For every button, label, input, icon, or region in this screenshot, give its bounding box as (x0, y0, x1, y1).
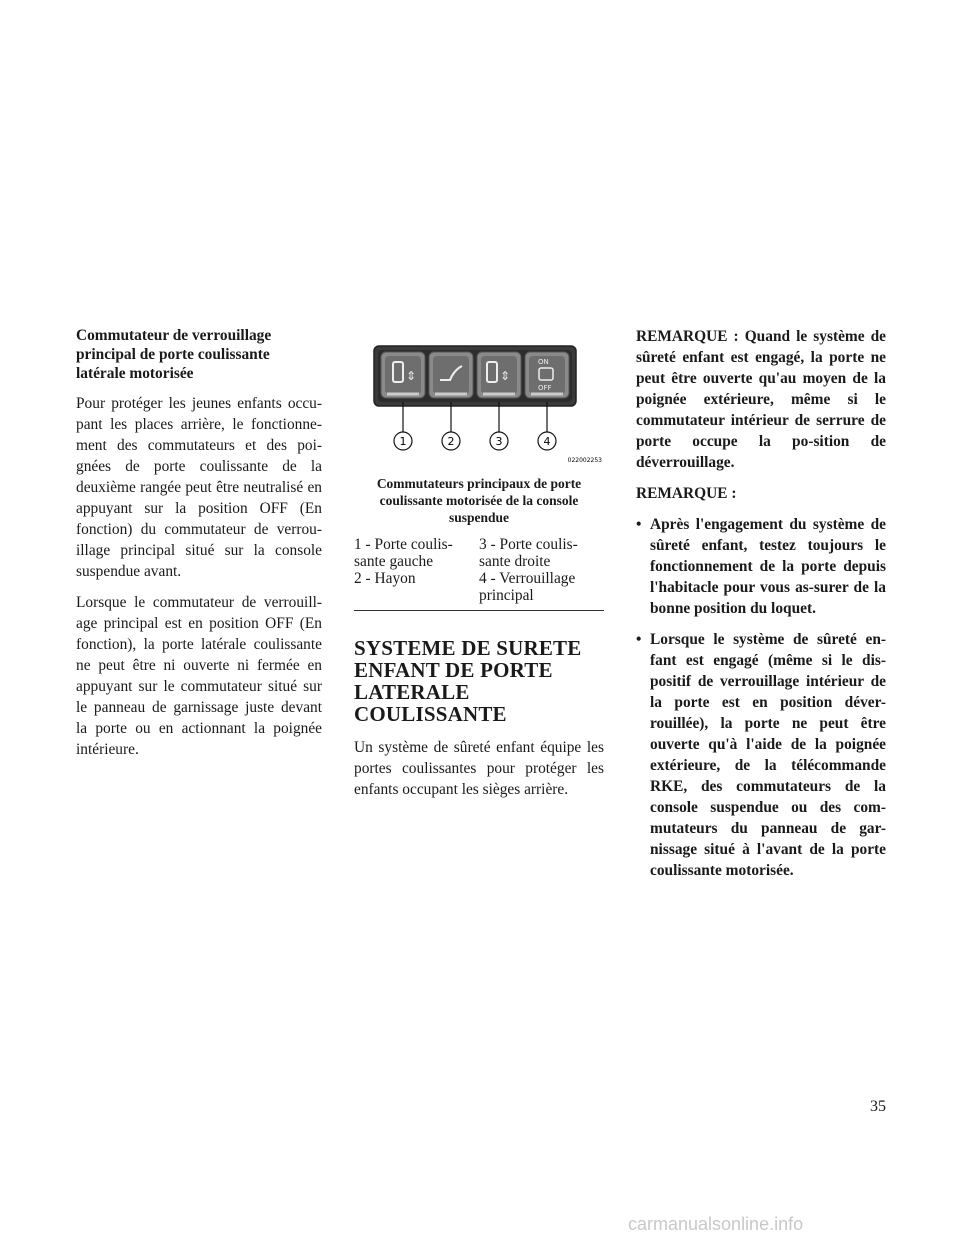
svg-text:2: 2 (447, 435, 455, 448)
list-item: • Lorsque le système de sûreté en-fant est engagé (même si le dis-positif de verrouillage intérieur de la porte est en position déver-rouillée), la porte ne peut être ouverte qu'à l'aide de la poignée extérieure, de la télécommande RKE, des commutateurs de la console suspendue ou des com-mutateurs du panneau de gar-nissage situé à l'avant de la porte coulissante motorisée. (636, 631, 886, 879)
list-item: • Après l'engagement du système de sûreté enfant, testez toujours le fonctionnement de la porte depuis l'habitacle pour vous as-surer de la bonne position du loquet. (636, 516, 886, 617)
figure-caption: Commutateurs principaux de porte coulissante motorisée de la console suspendue (376, 476, 582, 525)
page-number: 35 (870, 1098, 886, 1115)
section-title: SYSTEME DE SURETE ENFANT DE PORTE LATERALE COULISSANTE (354, 636, 582, 726)
svg-text:1: 1 (399, 435, 407, 448)
subsection-heading: Commutateur de verrouillage principal de porte coulissante latérale motorisée (76, 327, 272, 382)
console-switches-figure (354, 344, 604, 611)
bullet-icon: • (636, 631, 642, 648)
legend-item: 4 - Verrouillage principal (479, 570, 576, 604)
svg-text:⇕: ⇕ (500, 369, 511, 383)
legend-row (354, 536, 604, 570)
divider (354, 610, 604, 611)
overhead-console-switches-illustration (354, 344, 604, 466)
svg-text:4: 4 (543, 435, 551, 448)
callout-4 (538, 432, 556, 450)
watermark-link[interactable]: carmanualsonline.info (628, 1214, 804, 1234)
remark-bullets (636, 514, 886, 881)
legend-item: 2 - Hayon (354, 570, 416, 587)
legend-row (354, 570, 604, 604)
switch-off-label: OFF (538, 384, 552, 392)
switch-on-label: ON (538, 358, 549, 366)
left-column (76, 326, 322, 770)
legend-item: 1 - Porte coulis-sante gauche (354, 536, 453, 570)
liftgate-icon (429, 352, 473, 398)
callout-2 (442, 432, 460, 450)
paragraph: Un système de sûreté enfant équipe les portes coulissantes pour protéger les enfants occupant les sièges arrière. (354, 739, 604, 798)
remark-note: REMARQUE : Quand le système de sûreté enfant est engagé, la porte ne peut être ouverte qu'au moyen de la poignée extérieure, même si le commutateur intérieur de serrure de porte occupe la po-sition de déverrouillage. (636, 328, 886, 471)
legend-item: 3 - Porte coulis-sante droite (479, 536, 578, 570)
master-lock-icon (525, 352, 569, 398)
svg-text:3: 3 (495, 435, 503, 448)
figure-code: 022002253 (567, 457, 602, 464)
callout-3 (490, 432, 508, 450)
paragraph: Lorsque le commutateur de verrouill-age principal est en position OFF (En fonction), la porte latérale coulissante ne peut être ni ouverte ni fermée en appuyant sur le commutateur situé sur le panneau de garnissage juste devant la porte ou en actionnant la poignée intérieure. (76, 594, 322, 758)
paragraph: Pour protéger les jeunes enfants occu-pant les places arrière, le fonctionne-ment des commutateurs et des poi-gnées de porte coulissante de la deuxième rangée peut être neutralisé en appuyant sur la position OFF (En fonction) du commutateur de verrou-illage principal situé sur la console suspendue avant. (76, 395, 322, 580)
bullet-icon: • (636, 516, 642, 533)
left-sliding-door-icon (381, 352, 425, 398)
right-sliding-door-icon (477, 352, 521, 398)
remark-label: REMARQUE : (636, 485, 737, 502)
svg-text:⇕: ⇕ (406, 369, 417, 383)
figure-legend (354, 536, 604, 604)
right-column (636, 326, 886, 891)
middle-column (354, 344, 604, 810)
callout-1 (394, 432, 412, 450)
